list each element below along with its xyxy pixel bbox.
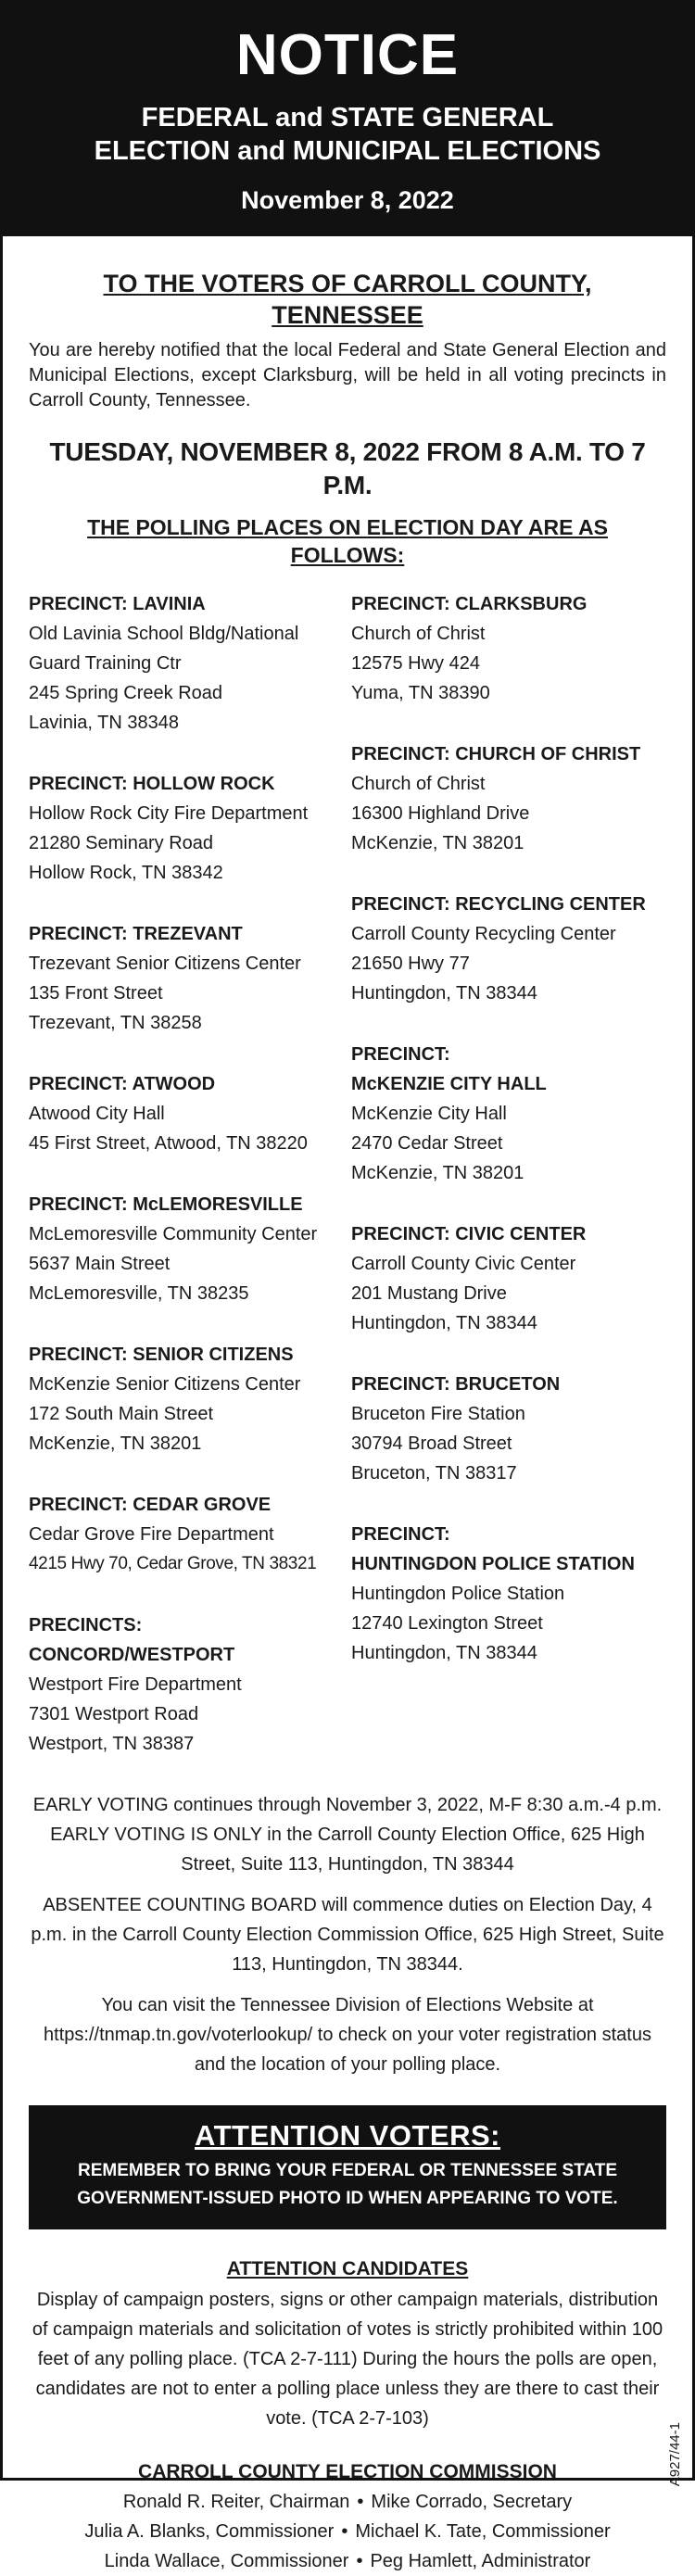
precinct-address-line: Hollow Rock, TN 38342 [29, 863, 223, 883]
precinct-name: PRECINCT: CIVIC CENTER [351, 1224, 587, 1244]
commission-row [29, 2546, 666, 2576]
precinct-address-line: McKenzie City Hall [351, 1104, 507, 1124]
precinct-address-line: Carroll County Recycling Center [351, 924, 616, 944]
precinct-address-line: Trezevant Senior Citizens Center [29, 953, 301, 974]
precinct-address-line: Yuma, TN 38390 [351, 683, 490, 703]
commission-member: Michael K. Tate, Commissioner [355, 2521, 611, 2542]
precinct-block [29, 769, 348, 888]
precinct-address-line: 135 Front Street [29, 983, 163, 1004]
website-paragraph: You can visit the Tennessee Division of Elections Website at https://tnmap.tn.gov/voterlookup/ to check on your voter registration status and the location of your polling place. [44, 1995, 651, 2075]
attention-candidates-text: Display of campaign posters, signs or other campaign materials, distribution of campaign materials and solicitation of votes is strictly prohibited within 100 feet of any polling place. (TCA 2-7-111) During the hours the polls are open, candidates are not to enter a polling place unless they are there to cast their vote. (TCA 2-7-103) [32, 2290, 663, 2429]
precinct-address-line: Trezevant, TN 38258 [29, 1013, 202, 1033]
precinct-name: PRECINCT: [351, 1044, 450, 1065]
precinct-block [29, 919, 348, 1038]
notice-header [3, 3, 692, 236]
early-voting-paragraph: EARLY VOTING continues through November 3, 2022, M-F 8:30 a.m.-4 p.m. EARLY VOTING IS ONLY in the Carroll County Election Office, 625 High Street, Suite 113, Huntingdon, TN 38344 [32, 1795, 663, 1875]
precinct-block [29, 1069, 348, 1158]
bullet-separator: • [341, 2521, 348, 2542]
precinct-address-line: Westport, TN 38387 [29, 1734, 195, 1754]
precinct-name: PRECINCT: SENIOR CITIZENS [29, 1345, 294, 1365]
attention-candidates-title: ATTENTION CANDIDATES [226, 2258, 469, 2279]
precinct-address-line: McKenzie, TN 38201 [351, 1163, 524, 1183]
precinct-columns [29, 589, 666, 1790]
attention-voters-title: ATTENTION VOTERS: [195, 2119, 500, 2152]
polling-places-heading: THE POLLING PLACES ON ELECTION DAY ARE AS FOLLOWS: [87, 515, 608, 567]
precinct-block [29, 1190, 348, 1308]
notice-title: NOTICE [235, 23, 460, 87]
precinct-block [351, 1219, 666, 1338]
commission-title: CARROLL COUNTY ELECTION COMMISSION [138, 2461, 557, 2482]
precinct-address-line: 245 Spring Creek Road [29, 683, 223, 703]
precinct-address-line: 21650 Hwy 77 [351, 953, 470, 974]
election-day-hours: TUESDAY, NOVEMBER 8, 2022 FROM 8 A.M. TO 7 P.M. [49, 437, 646, 499]
precinct-block [351, 1520, 666, 1668]
commission-member: Peg Hamlett, Administrator [370, 2551, 591, 2571]
notice-date: November 8, 2022 [241, 186, 454, 214]
attention-voters-box [29, 2105, 666, 2229]
precinct-address-line: Huntingdon Police Station [351, 1584, 565, 1604]
commission-members [29, 2487, 666, 2576]
notice-subtitle [3, 101, 692, 168]
precinct-name: HUNTINGDON POLICE STATION [351, 1554, 635, 1574]
precinct-address-line: Huntingdon, TN 38344 [351, 983, 537, 1004]
bullet-separator: • [357, 2492, 364, 2512]
precinct-name: CONCORD/WESTPORT [29, 1645, 235, 1665]
precinct-block [351, 739, 666, 858]
precinct-address-line: Hollow Rock City Fire Department [29, 803, 309, 824]
precinct-name: PRECINCT: CLARKSBURG [351, 594, 588, 614]
precinct-address-line: Church of Christ [351, 774, 486, 794]
precinct-address-line: 21280 Seminary Road [29, 833, 214, 853]
precinct-block [29, 1490, 348, 1579]
notice-body [3, 268, 692, 2576]
precinct-name: PRECINCT: RECYCLING CENTER [351, 894, 646, 915]
subtitle-line-2: ELECTION and MUNICIPAL ELECTIONS [94, 136, 601, 166]
precinct-address-line: Huntingdon, TN 38344 [351, 1313, 537, 1333]
precinct-name: PRECINCT: CHURCH OF CHRIST [351, 744, 641, 764]
precinct-address-line: 30794 Broad Street [351, 1433, 512, 1454]
precinct-name: PRECINCTS: [29, 1615, 143, 1635]
precinct-name: PRECINCT: McLEMORESVILLE [29, 1194, 303, 1215]
absentee-paragraph: ABSENTEE COUNTING BOARD will commence duties on Election Day, 4 p.m. in the Carroll County Election Commission Office, 625 High Street, Suite 113, Huntingdon, TN 38344. [31, 1895, 664, 1975]
subtitle-line-1: FEDERAL and STATE GENERAL [141, 103, 554, 133]
precinct-name: McKENZIE CITY HALL [351, 1074, 547, 1094]
intro-paragraph: You are hereby notified that the local Federal and State General Election and Municipal Elections, except Clarksburg, will be held in all voting precincts in Carroll County, Tennessee. [29, 340, 666, 410]
commission-row [29, 2487, 666, 2517]
precinct-address-line: 12575 Hwy 424 [351, 653, 480, 674]
precinct-name: PRECINCT: [351, 1524, 450, 1545]
precinct-name: PRECINCT: TREZEVANT [29, 924, 243, 944]
precinct-address-line: 7301 Westport Road [29, 1704, 199, 1724]
precinct-block [351, 589, 666, 708]
precinct-address-line: Guard Training Ctr [29, 653, 182, 674]
commission-member: Linda Wallace, Commissioner [104, 2551, 349, 2571]
precinct-address-line: Cedar Grove Fire Department [29, 1524, 274, 1545]
precinct-address-line: Lavinia, TN 38348 [29, 713, 179, 733]
precinct-block [351, 1040, 666, 1188]
commission-member: Mike Corrado, Secretary [371, 2492, 573, 2512]
precinct-column-right [351, 589, 666, 1790]
precinct-name: PRECINCT: BRUCETON [351, 1374, 561, 1395]
precinct-name: PRECINCT: ATWOOD [29, 1074, 216, 1094]
precinct-address-line: 16300 Highland Drive [351, 803, 530, 824]
ad-code: A927/44-1 [667, 2422, 683, 2487]
precinct-name: PRECINCT: CEDAR GROVE [29, 1495, 272, 1515]
to-voters-heading: TO THE VOTERS OF CARROLL COUNTY, TENNESSEE [103, 270, 592, 329]
precinct-address-line: McKenzie Senior Citizens Center [29, 1374, 301, 1395]
precinct-address-line: Huntingdon, TN 38344 [351, 1643, 537, 1663]
commission-row [29, 2517, 666, 2546]
precinct-address-line: 2470 Cedar Street [351, 1133, 503, 1154]
precinct-block [29, 1340, 348, 1458]
commission-member: Ronald R. Reiter, Chairman [122, 2492, 350, 2512]
precinct-address-line: McKenzie, TN 38201 [29, 1433, 202, 1454]
precinct-address-line: Bruceton, TN 38317 [351, 1463, 517, 1484]
bullet-separator: • [356, 2551, 363, 2571]
precinct-address-line: Atwood City Hall [29, 1104, 165, 1124]
precinct-name: PRECINCT: HOLLOW ROCK [29, 774, 275, 794]
precinct-address-line: McKenzie, TN 38201 [351, 833, 524, 853]
precinct-address-line: Westport Fire Department [29, 1674, 242, 1695]
precinct-address-line: Bruceton Fire Station [351, 1404, 525, 1424]
precinct-address-line: 45 First Street, Atwood, TN 38220 [29, 1133, 308, 1154]
precinct-address-line: Church of Christ [351, 624, 486, 644]
precinct-address-line: 5637 Main Street [29, 1254, 171, 1274]
attention-voters-text: REMEMBER TO BRING YOUR FEDERAL OR TENNESSEE STATE GOVERNMENT-ISSUED PHOTO ID WHEN APPEARING TO VOTE. [77, 2161, 618, 2208]
precinct-block [29, 1610, 348, 1759]
precinct-name: PRECINCT: LAVINIA [29, 594, 206, 614]
precinct-address-line: 12740 Lexington Street [351, 1613, 543, 1634]
precinct-block [351, 890, 666, 1008]
precinct-block [29, 589, 348, 738]
commission-member: Julia A. Blanks, Commissioner [84, 2521, 335, 2542]
precinct-column-left [29, 589, 348, 1790]
precinct-address-line: McLemoresville, TN 38235 [29, 1283, 249, 1304]
precinct-address-line: 4215 Hwy 70, Cedar Grove, TN 38321 [29, 1554, 317, 1573]
precinct-address-line: McLemoresville Community Center [29, 1224, 318, 1244]
precinct-block [351, 1370, 666, 1488]
precinct-address-line: 201 Mustang Drive [351, 1283, 507, 1304]
precinct-address-line: Old Lavinia School Bldg/National [29, 624, 299, 644]
precinct-address-line: Carroll County Civic Center [351, 1254, 576, 1274]
precinct-address-line: 172 South Main Street [29, 1404, 214, 1424]
